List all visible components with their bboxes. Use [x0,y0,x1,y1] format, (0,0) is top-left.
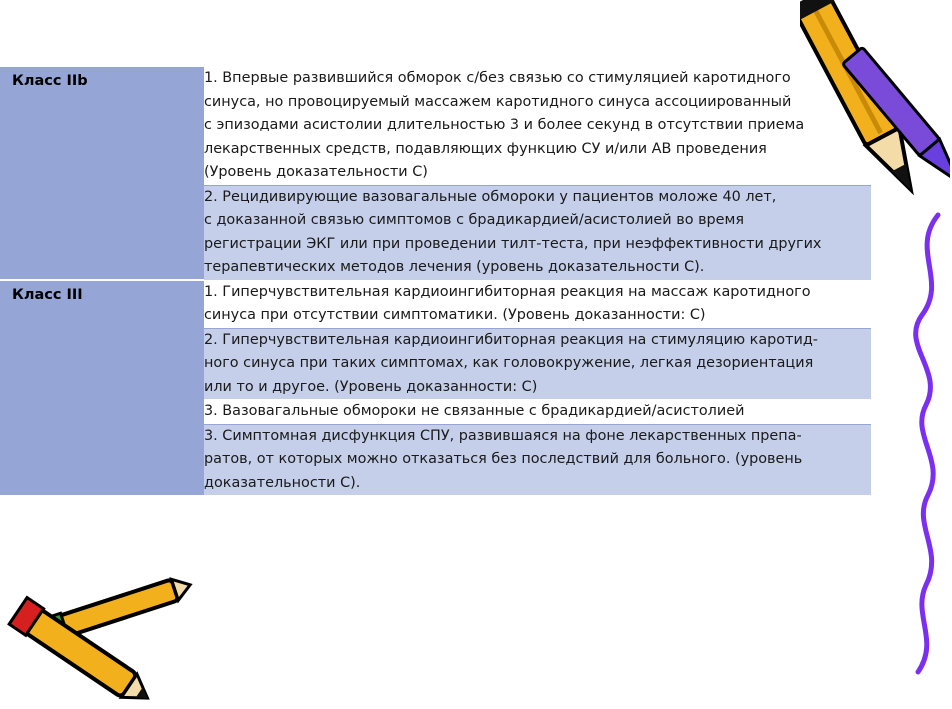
table-row [0,67,871,185]
recommendation-text [204,280,871,328]
purple-squiggle-icon [900,210,952,680]
text-line: или то и другое. (Уровень доказанности: С) [204,378,538,395]
text-line: ратов, от которых можно отказаться без последствий для больного. (уровень [204,451,803,467]
text-line: регистрации ЭКГ или при проведении тилт-теста, при неэффективности других [204,235,822,252]
text-line: 1. Впервые развившийся обморок с/без связью со стимуляцией каротидного [204,70,791,86]
table-row [0,280,871,328]
recommendations-table [0,67,871,497]
recommendation-text [204,67,871,185]
text-line: 2. Рецидивирующие вазовагальные обмороки у пациентов моложе 40 лет, [204,188,777,205]
text-line: 3. Вазовагальные обмороки не связанные с брадикардией/асистолией [204,403,745,419]
text-line: 2. Гиперчувствительная кардиоингибиторная реакция на стимуляцию каротид- [204,331,818,348]
text-line: лекарственных средств, подавляющих функцию СУ и/или АВ проведения [204,140,767,157]
recommendation-text [204,185,871,280]
text-line: с эпизодами асистолии длительностью 3 и более секунд в отсутствии приема [204,117,805,133]
recommendation-text [204,400,871,425]
class-cell [0,67,204,280]
text-line: 3. Симптомная дисфункция СПУ, развившаяся на фоне лекарственных препа- [204,427,802,444]
class-label: Класс IIb [12,73,88,89]
text-line: с доказанной связью симптомов с брадикардией/асистолией во время [204,212,745,228]
class-cell [0,280,204,496]
recommendation-text [204,328,871,400]
crossed-pencils-icon [0,575,195,709]
pencil-clipart-icon [800,0,950,230]
text-line: 1. Гиперчувствительная кардиоингибиторная реакция на массаж каротидного [204,283,811,300]
text-line: (Уровень доказательности С) [204,164,428,180]
class-label: Класс III [12,287,83,303]
text-line: доказательности С). [204,474,361,491]
recommendation-text [204,424,871,496]
text-line: синуса, но провоцируемый массажем каротидного синуса ассоциированный [204,93,792,110]
text-line: ного синуса при таких симптомах, как головокружение, легкая дезориентация [204,355,814,371]
text-line: синуса при отсутствии симптоматики. (Уровень доказанности: С) [204,307,706,323]
text-line: терапевтических методов лечения (уровень доказательности С). [204,259,705,275]
